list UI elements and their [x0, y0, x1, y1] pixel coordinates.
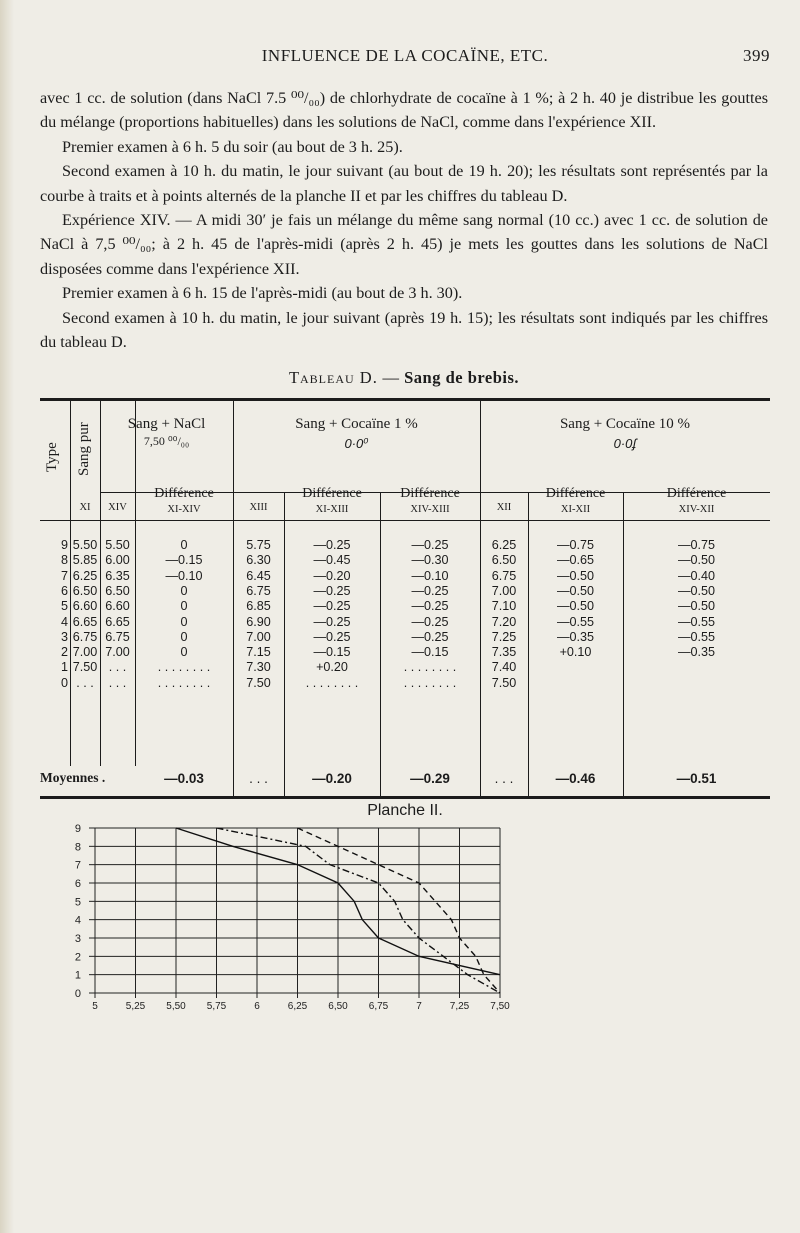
- cell-xi: 7.50: [72, 660, 98, 675]
- mean-diff-xi-xii: —0.46: [555, 771, 596, 786]
- group-nacl-header: Sang + NaCl: [127, 416, 206, 432]
- cell-diff-xiv-xii: —0.50: [677, 553, 716, 568]
- mean-xiii: . . .: [249, 771, 268, 786]
- cell-type: 4: [60, 614, 68, 629]
- cell-xi: 6.60: [72, 599, 98, 614]
- y-tick-label: 5: [74, 896, 81, 909]
- paragraph-5: Premier examen à 6 h. 15 de l'après-midi (au bout de 3 h. 30).: [62, 284, 463, 303]
- sub-diff-xi-xiii: XI-XIII: [315, 504, 349, 515]
- cell-xiv: 6.60: [105, 599, 130, 614]
- cell-diff-xiv-xii: —0.40: [677, 568, 716, 583]
- x-tick-label: 5: [92, 1001, 98, 1012]
- cell-diff-xiv-xii: —0.50: [677, 599, 716, 614]
- cell-diff-xi-xiii: —0.25: [313, 599, 351, 614]
- cell-type: 6: [60, 583, 68, 598]
- x-tick-label: 5,75: [206, 1001, 227, 1012]
- cell-type: 7: [60, 568, 68, 583]
- y-tick-label: 7: [74, 859, 81, 872]
- mean-diff-xiv-xii: —0.51: [676, 771, 717, 786]
- cell-xi: 6.75: [72, 629, 98, 644]
- cell-type: 0: [60, 675, 68, 690]
- y-tick-label: 2: [74, 951, 81, 964]
- cell-xii: 7.40: [491, 660, 517, 675]
- cell-xiii: 5.75: [246, 538, 271, 552]
- cell-xii: 7.50: [491, 675, 517, 690]
- table-caption-title: Sang de brebis.: [404, 368, 520, 387]
- sub-diff-xi-xiii-label: Différence: [302, 486, 362, 501]
- cell-xiv: 7.00: [105, 645, 130, 660]
- table-caption-dash: —: [382, 368, 400, 387]
- cell-xi: 5.50: [72, 538, 98, 552]
- cell-xiii: 6.85: [246, 599, 271, 614]
- cell-xi: 6.50: [72, 583, 98, 598]
- cell-diff-xiv-xiii: —0.25: [411, 599, 449, 614]
- y-tick-label: 0: [74, 988, 81, 1000]
- cell-diff-xiv-xiii: —0.10: [411, 568, 449, 583]
- cell-diff-xi-xiv: —0.15: [165, 553, 203, 568]
- cell-xii: 7.10: [491, 599, 517, 614]
- y-tick-label: 4: [74, 914, 81, 927]
- cell-xii: 6.75: [491, 568, 517, 583]
- cell-type: 3: [60, 629, 68, 644]
- col-pur-header: Sang pur: [76, 422, 92, 476]
- mean-xii: . . .: [494, 771, 514, 786]
- cell-diff-xi-xii: —0.35: [556, 629, 595, 644]
- cell-diff-xi-xiii: —0.15: [313, 645, 351, 660]
- page-number: 399: [743, 46, 770, 65]
- x-tick-label: 7,50: [490, 1001, 510, 1012]
- group-coc10-header: Sang + Cocaïne 10 %: [559, 416, 691, 432]
- body-text: [40, 86, 768, 354]
- cell-diff-xi-xiv: 0: [180, 599, 188, 614]
- cell-diff-xiv-xiii: —0.30: [411, 553, 449, 568]
- cell-xii: 7.35: [491, 645, 517, 660]
- cell-xiv: . . .: [108, 660, 127, 675]
- y-tick-label: 9: [74, 823, 81, 835]
- cell-xiv: 5.50: [105, 538, 130, 552]
- sub-diff-xi-xiv-label: Différence: [154, 486, 214, 501]
- cell-diff-xiv-xii: —0.75: [677, 538, 716, 552]
- cell-xiii: 6.45: [246, 568, 271, 583]
- running-header: [40, 46, 770, 74]
- cell-xiii: 6.30: [246, 553, 271, 568]
- cell-xiv: 6.75: [105, 629, 130, 644]
- cell-diff-xi-xiii: —0.25: [313, 583, 351, 598]
- col-type-header: Type: [44, 442, 60, 472]
- cell-diff-xi-xiv: 0: [180, 645, 188, 660]
- cell-xii: 6.25: [491, 538, 517, 552]
- cell-diff-xi-xiii: —0.25: [313, 629, 351, 644]
- cell-xiii: 6.75: [246, 583, 271, 598]
- x-tick-label: 7: [416, 1001, 422, 1012]
- cell-diff-xi-xiii: —0.25: [313, 538, 351, 552]
- group-coc10-note: 0·0ʄ: [613, 436, 637, 451]
- cell-type: 5: [60, 599, 68, 614]
- sub-diff-xiv-xii-label: Différence: [666, 486, 727, 501]
- cell-xi: 6.65: [72, 614, 98, 629]
- cell-diff-xi-xiii: . . . . . . . .: [305, 675, 359, 690]
- cell-xiv: 6.65: [105, 614, 130, 629]
- sub-diff-xiv-xiii: XIV-XIII: [410, 504, 450, 515]
- cell-xii: 7.20: [491, 614, 517, 629]
- chart-title: Planche II.: [367, 802, 443, 819]
- means-label: Moyennes .: [40, 770, 106, 785]
- planche-ii-chart: [40, 818, 770, 1018]
- paragraph-4: Expérience XIV. — A midi 30′ je fais un mélange du même sang normal (10 cc.) avec 1 cc. de solution de NaCl à 7,5 ⁰⁰/₀₀; à 2 h. 45 de l'après-midi (après 2 h. 45) je mets les gouttes dans les solutions de NaCl disposées comme dans l'expérience XII.: [40, 211, 768, 278]
- cell-type: 1: [60, 660, 68, 675]
- page-edge: [0, 0, 14, 1233]
- table-body-rule: [40, 520, 770, 521]
- cell-xiv: 6.50: [105, 583, 130, 598]
- cell-xiv: 6.35: [105, 568, 130, 583]
- x-tick-label: 6,75: [368, 1001, 389, 1012]
- cell-diff-xiv-xiii: . . . . . . . .: [403, 675, 457, 690]
- cell-xiv: . . .: [108, 675, 127, 690]
- paragraph-3: Second examen à 10 h. du matin, le jour suivant (au bout de 19 h. 20); les résultats sont représentés par la courbe à traits et à points alternés de la planche II et par les chiffres du tableau D.: [40, 162, 768, 205]
- cell-diff-xi-xiv: 0: [180, 583, 188, 598]
- mean-diff-xi-xiv: —0.03: [164, 771, 204, 786]
- cell-type: 9: [60, 538, 68, 552]
- cell-xiii: 7.30: [246, 660, 271, 675]
- cell-xi: 5.85: [72, 553, 98, 568]
- paragraph-2: Premier examen à 6 h. 5 du soir (au bout de 3 h. 25).: [62, 137, 403, 156]
- sub-diff-xi-xiv: XI-XIV: [167, 504, 201, 515]
- y-tick-label: 1: [74, 969, 81, 982]
- sub-diff-xiv-xii: XIV-XII: [678, 504, 715, 515]
- cell-xi: 7.00: [72, 645, 98, 660]
- cell-xiii: 6.90: [246, 614, 271, 629]
- cell-diff-xi-xii: —0.50: [556, 583, 595, 598]
- running-title: INFLUENCE DE LA COCAÏNE, ETC.: [261, 46, 549, 65]
- table-caption-prefix: Tableau D.: [288, 368, 378, 387]
- paragraph-6: Second examen à 10 h. du matin, le jour suivant (après 19 h. 15); les résultats sont indiqués par les chiffres du tableau D.: [40, 308, 768, 352]
- y-tick-label: 8: [74, 841, 81, 854]
- y-tick-label: 3: [74, 933, 81, 945]
- sub-xi: XI: [79, 502, 91, 513]
- x-tick-label: 5,25: [125, 1001, 146, 1012]
- cell-xii: 7.25: [491, 629, 517, 644]
- sub-diff-xiv-xiii-label: Différence: [400, 486, 460, 501]
- cell-diff-xiv-xii: —0.55: [677, 614, 716, 629]
- cell-xiii: 7.00: [246, 629, 271, 644]
- sub-diff-xi-xii: XI-XII: [560, 504, 591, 515]
- x-tick-label: 6,25: [287, 1001, 308, 1012]
- cell-xii: 6.50: [491, 553, 517, 568]
- paragraph-1: avec 1 cc. de solution (dans NaCl 7.5 ⁰⁰/₀₀) de chlorhydrate de cocaïne à 1 %; à 2 h. 40 je distribue les gouttes du mélange (proportions habituelles) dans les solutions de NaCl, comme dans l'expérience XII.: [40, 89, 768, 132]
- cell-diff-xiv-xiii: —0.25: [411, 629, 449, 644]
- cell-xiii: 7.50: [246, 675, 271, 690]
- mean-diff-xiv-xiii: —0.29: [410, 771, 450, 786]
- cell-diff-xi-xiii: —0.25: [313, 614, 351, 629]
- data-table: [40, 398, 770, 800]
- cell-diff-xi-xiv: 0: [180, 538, 188, 552]
- x-tick-label: 6: [254, 1001, 260, 1012]
- cell-diff-xi-xiv: 0: [180, 614, 188, 629]
- cell-type: 8: [60, 553, 68, 568]
- cell-xii: 7.00: [491, 583, 517, 598]
- group-coc1-note: 0·0⁰: [344, 436, 369, 451]
- x-tick-label: 6,50: [328, 1001, 348, 1012]
- cell-diff-xi-xii: +0.10: [559, 645, 592, 660]
- cell-diff-xi-xii: —0.50: [556, 599, 595, 614]
- cell-diff-xi-xiv: 0: [180, 629, 188, 644]
- cell-diff-xiv-xii: —0.50: [677, 583, 716, 598]
- sub-xii: XII: [496, 502, 512, 513]
- cell-diff-xi-xiv: —0.10: [165, 568, 203, 583]
- cell-diff-xi-xiii: —0.20: [313, 568, 351, 583]
- table-caption: [40, 368, 768, 388]
- group-nacl-conc: 7,50 ⁰⁰/₀₀: [143, 434, 190, 448]
- cell-xi: 6.25: [72, 568, 98, 583]
- table-top-rule: [40, 398, 770, 401]
- y-tick-label: 6: [74, 878, 81, 890]
- mean-diff-xi-xiii: —0.20: [312, 771, 352, 786]
- cell-diff-xiv-xii: —0.55: [677, 629, 716, 644]
- table-bottom-rule: [40, 796, 770, 799]
- cell-diff-xi-xiii: —0.45: [313, 553, 351, 568]
- cell-diff-xi-xii: —0.50: [556, 568, 595, 583]
- cell-xi: . . .: [76, 675, 94, 690]
- cell-diff-xiv-xiii: —0.25: [411, 614, 449, 629]
- cell-diff-xi-xii: —0.55: [556, 614, 595, 629]
- x-tick-label: 7,25: [449, 1001, 470, 1012]
- cell-diff-xi-xiv: . . . . . . . .: [157, 675, 211, 690]
- cell-diff-xi-xii: —0.75: [556, 538, 595, 552]
- cell-diff-xiv-xiii: . . . . . . . .: [403, 660, 457, 675]
- cell-xiv: 6.00: [105, 553, 130, 568]
- cell-diff-xi-xiii: +0.20: [316, 660, 348, 675]
- cell-xiii: 7.15: [246, 645, 271, 660]
- x-tick-label: 5,50: [166, 1001, 186, 1012]
- sub-xiv: XIV: [108, 502, 127, 513]
- cell-diff-xi-xii: —0.65: [556, 553, 595, 568]
- cell-type: 2: [60, 645, 68, 660]
- cell-diff-xiv-xiii: —0.15: [411, 645, 449, 660]
- cell-diff-xi-xiv: . . . . . . . .: [157, 660, 211, 675]
- group-coc1-header: Sang + Cocaïne 1 %: [295, 416, 418, 432]
- sub-diff-xi-xii-label: Différence: [545, 486, 606, 501]
- cell-diff-xiv-xiii: —0.25: [411, 583, 449, 598]
- cell-diff-xiv-xii: —0.35: [677, 645, 716, 660]
- sub-xiii: XIII: [249, 502, 268, 513]
- cell-diff-xiv-xiii: —0.25: [411, 538, 449, 552]
